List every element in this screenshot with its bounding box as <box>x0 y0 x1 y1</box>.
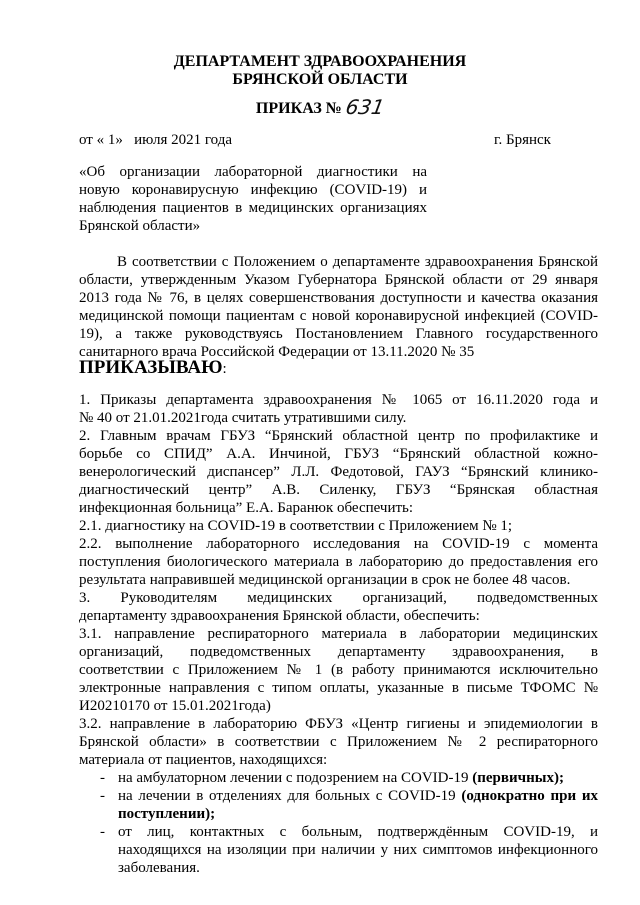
bullet-2-dash: - <box>100 788 105 804</box>
subject-line-4: Брянской области» <box>79 218 201 234</box>
item-3-2-line-3: материала от пациентов, находящихся: <box>79 752 328 768</box>
preamble-line-3: 2013 года № 76, в целях совершенствования доступности и качества оказания <box>79 290 598 306</box>
item-3-2-line-2: Брянской области» в соответствии с Приложением № 2 респираторного <box>79 734 598 750</box>
date-month: июля <box>134 132 168 148</box>
order-word-colon: : <box>222 361 227 377</box>
subject-line-2: новую коронавирусную инфекцию (COVID-19) и <box>79 182 427 198</box>
preamble-line-1: В соответствии с Положением о департаменте здравоохранения Брянской <box>117 254 598 270</box>
bullet-3-line-1: от лиц, контактных с больным, подтверждённым COVID-19, и <box>118 824 598 840</box>
date-city: г. Брянск <box>494 132 551 148</box>
department-name-line2: БРЯНСКОЙ ОБЛАСТИ <box>232 71 408 88</box>
bullet-2-line-2: поступлении); <box>118 806 216 822</box>
date-close-quote: » <box>115 132 123 148</box>
subject-line-1: «Об организации лабораторной диагностики на <box>79 164 427 180</box>
item-3-line-1: 3. Руководителям медицинских организаций, подведомственных <box>79 590 598 606</box>
item-3-line-2: департаменту здравоохранения Брянской области, обеспечить: <box>79 608 480 624</box>
bullet-3-line-3: заболевания. <box>118 860 200 876</box>
bullet-2-line-1 <box>118 787 598 805</box>
date-prefix: от <box>79 132 93 148</box>
preamble-line-4: медицинской помощи пациентам с новой коронавирусной инфекцией (COVID- <box>79 308 598 324</box>
date-day: 1 <box>107 132 116 148</box>
item-1-line-2: № 40 от 21.01.2021года считать утратившими силу. <box>79 410 407 426</box>
order-number-handwritten: 631 <box>343 95 387 119</box>
bullet-1-bold: (первичных); <box>472 770 564 786</box>
item-2-line-5: инфекционная больница” Е.А. Баранюк обеспечить: <box>79 500 414 516</box>
item-2-1: 2.1. диагностику на COVID-19 в соответствии с Приложением № 1; <box>79 518 513 534</box>
item-3-1-line-1: 3.1. направление респираторного материала в лаборатории медицинских <box>79 626 598 642</box>
bullet-1 <box>118 769 564 787</box>
department-name-line1: ДЕПАРТАМЕНТ ЗДРАВООХРАНЕНИЯ <box>173 53 467 70</box>
bullet-3-line-2: находящихся на изоляции при наличии у них симптомов инфекционного <box>118 842 598 858</box>
item-2-2-line-2: поступления биологического материала в лабораторию до предоставления его <box>79 554 598 570</box>
item-3-1-line-5: И20210170 от 15.01.2021года) <box>79 698 271 714</box>
item-2-line-3: венерологический диспансер” Л.Л. Федотовой, ГАУЗ “Брянский клинико- <box>79 464 598 480</box>
bullet-3-dash: - <box>100 824 105 840</box>
item-3-2-line-1: 3.2. направление в лабораторию ФБУЗ «Центр гигиены и эпидемиологии в <box>79 716 598 732</box>
subject-line-3: наблюдения пациентов в медицинских организациях <box>79 200 427 216</box>
date-open-quote: « <box>96 132 105 148</box>
order-word <box>79 359 227 378</box>
item-3-1-line-3: соответствии с Приложением № 1 (в работу принимаются исключительно <box>79 662 598 678</box>
item-2-line-1: 2. Главным врачам ГБУЗ “Брянский областной центр по профилактике и <box>79 428 598 444</box>
item-3-1-line-4: электронные направления с типом оплаты, указанные в письме ТФОМС № <box>79 680 598 696</box>
bullet-2-bold: (однократно при их <box>461 788 598 804</box>
order-word-text: ПРИКАЗЫВАЮ <box>79 357 223 378</box>
item-2-line-2: борьбе со СПИД” А.А. Инчиной, ГБУЗ “Брянский областной кожно- <box>79 446 598 462</box>
order-title-label: ПРИКАЗ № <box>255 100 342 117</box>
bullet-2-text: на лечении в отделениях для больных с COVID-19 <box>118 788 462 804</box>
item-2-2-line-3: результата направившей медицинской организации в срок не более 48 часов. <box>79 572 571 588</box>
date-line <box>79 131 232 149</box>
bullet-1-text: на амбулаторном лечении с подозрением на COVID-19 <box>118 770 473 786</box>
bullet-1-dash: - <box>100 770 105 786</box>
preamble-line-5: 19), а также руководствуясь Постановлением Главного государственного <box>79 326 598 342</box>
item-3-1-line-2: организаций, подведомственных департаменту здравоохранения, в <box>79 644 598 660</box>
item-2-line-4: диагностический центр” А.В. Силенку, ГБУЗ “Брянская областная <box>79 482 598 498</box>
date-year: 2021 года <box>171 132 232 148</box>
preamble-line-2: области, утвержденным Указом Губернатора Брянской области от 29 января <box>79 272 598 288</box>
order-title <box>0 95 640 119</box>
item-1-line-1: 1. Приказы департамента здравоохранения № 1065 от 16.11.2020 года и <box>79 392 598 408</box>
item-2-2-line-1: 2.2. выполнение лабораторного исследования на COVID-19 с момента <box>79 536 598 552</box>
preamble-line-6: санитарного врача Российской Федерации от 13.11.2020 № 35 <box>79 344 475 360</box>
